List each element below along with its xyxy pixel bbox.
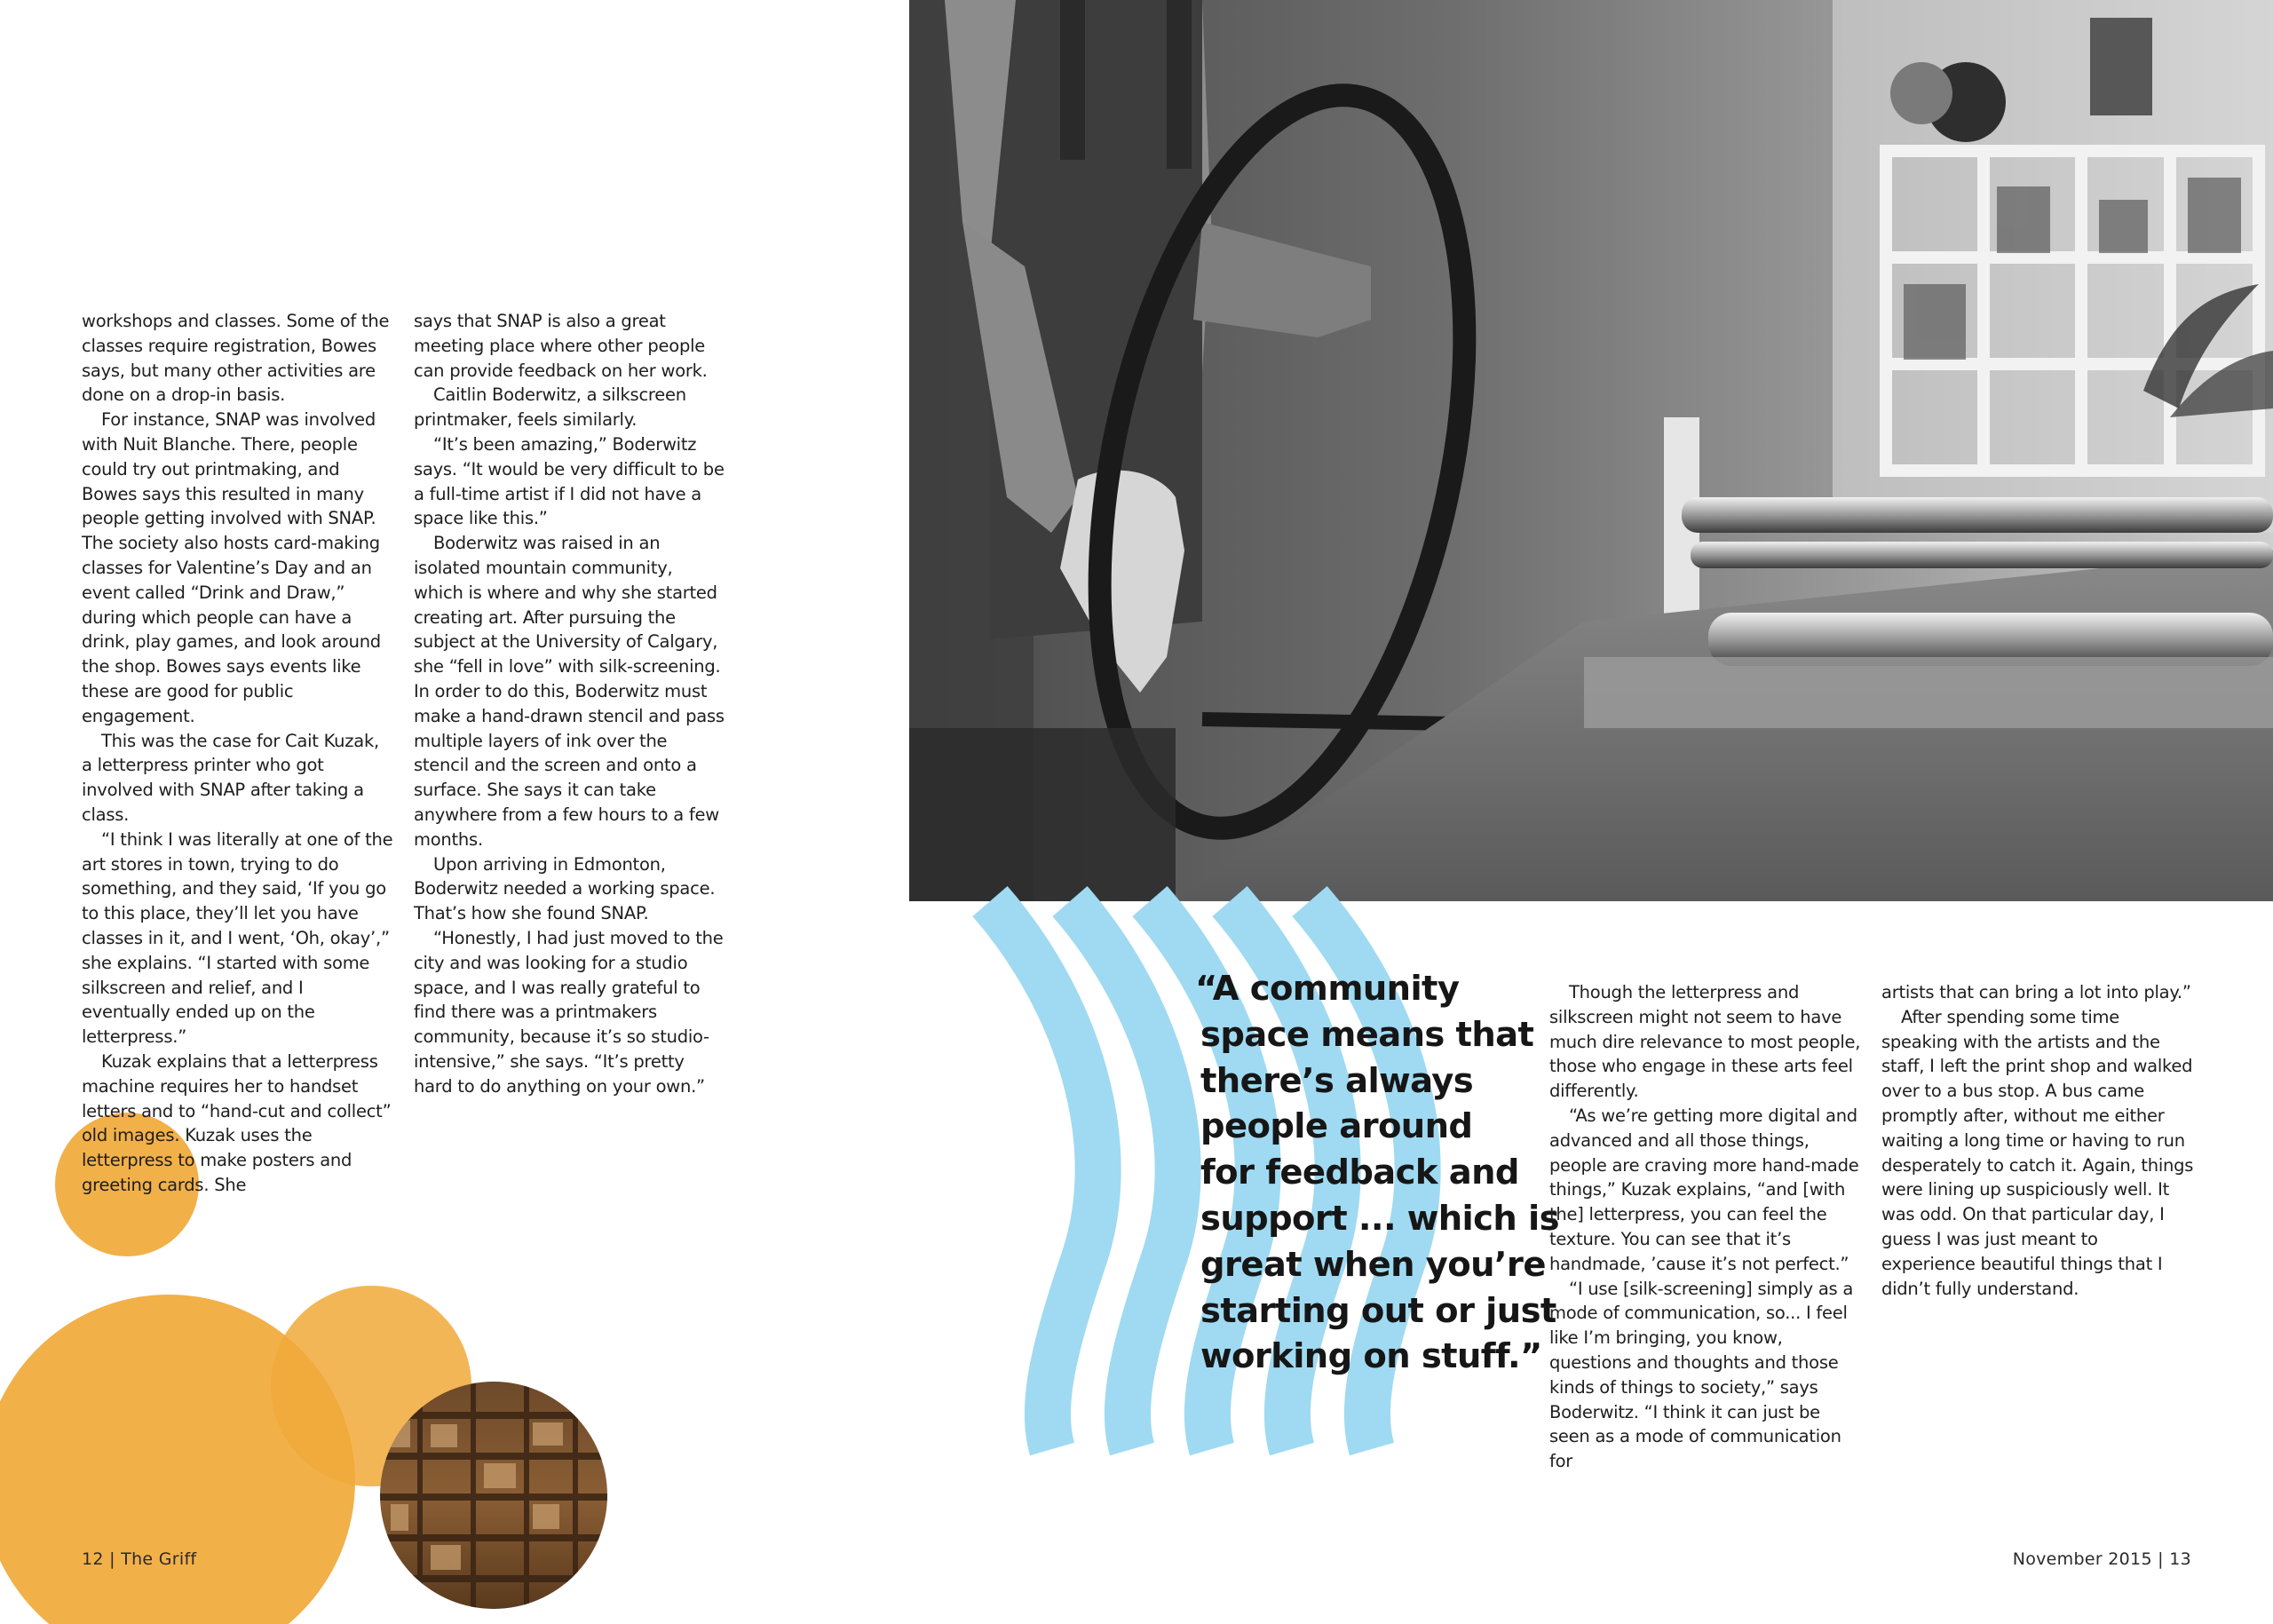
paragraph: Though the letterpress and silkscreen might not seem to have much dire relevance to most people, those who engage in these arts feel differently.	[1549, 982, 1861, 1102]
page-footer-left: 12 | The Griff	[82, 1549, 197, 1569]
wave-stripe	[990, 901, 1098, 1449]
paragraph: “It’s been amazing,” Boderwitz says. “It would be very difficult to be a full-time artist if I did not have a space like this.”	[414, 433, 725, 529]
paragraph: After spending some time speaking with the artists and the staff, I left the print shop and walked over to a bus stop. A bus came promptly after, without me either waiting a long time or having to run desperately to catch it. Again, things were lining up suspiciously well. It was odd. On that particular day, I guess I was just meant to experience beautiful things that I didn’t fully understand.	[1881, 1006, 2194, 1299]
paragraph: says that SNAP is also a great meeting place where other people can provide feedback on her work.	[414, 311, 708, 381]
pull-quote-line: starting out or just	[1200, 1290, 1556, 1331]
paragraph: “I use [silk-screening] simply as a mode of communication, so... I feel like I’m bringing, you know, questions and thoughts and those kinds of things to society,” says Boderwitz. “I think it can just be seen as a mode of communication for	[1549, 1278, 1854, 1472]
pull-quote	[1195, 966, 1559, 1380]
pull-quote-line: “A community	[1195, 969, 1460, 1009]
paragraph: This was the case for Cait Kuzak, a letterpress printer who got involved with SNAP after taking a class.	[82, 730, 379, 825]
page-footer-right: November 2015 | 13	[2012, 1549, 2191, 1569]
paragraph: Caitlin Boderwitz, a silkscreen printmaker, feels similarly.	[414, 384, 686, 431]
paragraph: “As we’re getting more digital and advanced and all those things, people are craving more hand-made things,” Kuzak explains, “and [with the] letterpress, you can feel the texture. You can see that it’s handmade, ’cause it’s not perfect.”	[1549, 1105, 1859, 1274]
pull-quote-line: support ... which is	[1200, 1198, 1559, 1239]
pull-quote-line: working on stuff.”	[1200, 1336, 1542, 1377]
paragraph: “I think I was literally at one of the art stores in town, trying to do something, and they said, ‘If you go to this place, they’ll let you have classes in it, and I went, ‘Oh, okay’,” she explains. “I started with some silkscreen and relief, and I eventually ended up on the letterpress.”	[82, 828, 393, 1048]
paragraph: artists that can bring a lot into play.”	[1881, 982, 2191, 1002]
paragraph: For instance, SNAP was involved with Nuit Blanche. There, people could try out printmaking, and Bowes says this resulted in many people getting involved with SNAP. The society also hosts card-making classes for Valentine’s Day and an event called “Drink and Draw,” during which people can have a drink, play games, and look around the shop. Bowes says events like these are good for public engagement.	[82, 409, 381, 726]
paragraph: “Honestly, I had just moved to the city and was looking for a studio space, and I was really grateful to find there was a printmakers community, because it’s so studio-intensive,” she says. “It’s pretty hard to do anything on your own.”	[414, 927, 724, 1097]
pull-quote-line: people around	[1200, 1106, 1473, 1147]
pull-quote-line: there’s always	[1200, 1060, 1474, 1101]
pull-quote-line: great when you’re	[1200, 1244, 1546, 1285]
pull-quote-line: space means that	[1200, 1014, 1534, 1055]
paragraph: Upon arriving in Edmonton, Boderwitz needed a working space. That’s how she found SNAP.	[414, 853, 716, 924]
paragraph: workshops and classes. Some of the classes require registration, Bowes says, but many other activities are done on a drop-in basis.	[82, 311, 390, 406]
pull-quote-line: for feedback and	[1200, 1153, 1519, 1193]
article-column-4	[1881, 980, 2194, 1301]
article-column-3	[1549, 980, 1862, 1474]
paragraph: Boderwitz was raised in an isolated mountain community, which is where and why she started creating art. After pursuing the subject at the University of Calgary, she “fell in love” with silk-screening. In order to do this, Boderwitz must make a hand-drawn stencil and pass multiple layers of ink over the stencil and the screen and onto a surface. She says it can take anywhere from a few hours to a few months.	[414, 533, 725, 850]
paragraph: Kuzak explains that a letterpress machine requires her to handset letters and to “hand-cut and collect” old images. Kuzak uses the letterpress to make posters and greeting cards. She	[82, 1050, 392, 1195]
